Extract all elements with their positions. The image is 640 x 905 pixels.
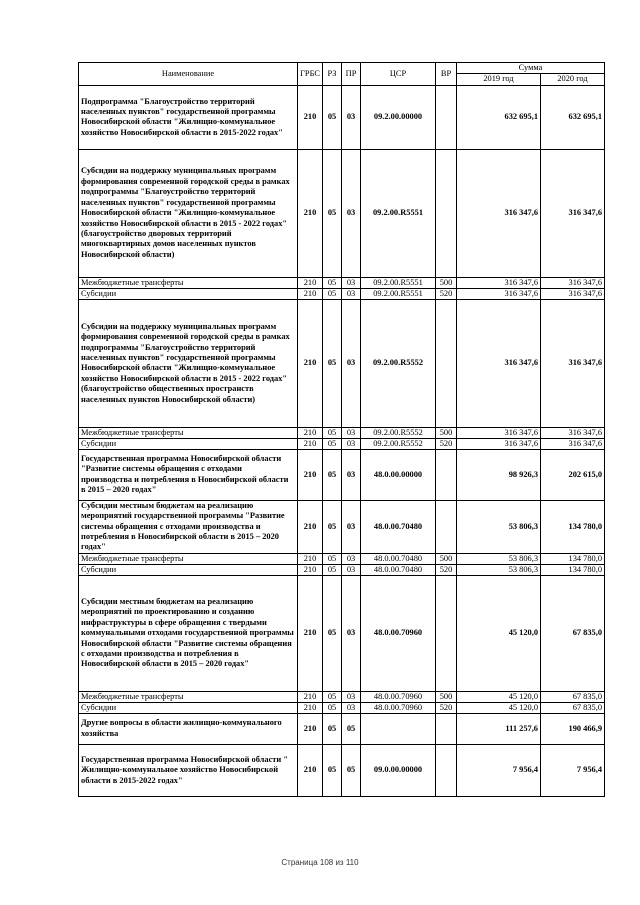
table-row <box>79 449 605 500</box>
row-rz: 05 <box>323 702 342 713</box>
row-name: Субсидии <box>79 564 298 575</box>
row-sum-2020: 134 780,0 <box>541 564 605 575</box>
header-rz: РЗ <box>323 63 342 86</box>
row-grbs: 210 <box>298 575 323 691</box>
row-rz: 05 <box>323 288 342 299</box>
row-grbs: 210 <box>298 713 323 744</box>
header-sum: Сумма <box>457 63 605 74</box>
row-vr <box>436 85 457 149</box>
row-rz: 05 <box>323 299 342 427</box>
row-name: Субсидии на поддержку муниципальных программ формирования современной городской среды в рамках подпрограммы "Благоустройство территорий населенных пунктов" государственной программы Новосибирской области "Жилищно-коммунальное хозяйство Новосибирской области в 2015 - 2022 годах" (благоустройство дворовых территорий многоквартирных домов населенных пунктов Новосибирской области) <box>79 149 298 277</box>
table-row <box>79 299 605 427</box>
row-sum-2019: 316 347,6 <box>457 427 541 438</box>
row-sum-2019: 45 120,0 <box>457 575 541 691</box>
row-sum-2019: 316 347,6 <box>457 149 541 277</box>
header-2020: 2020 год <box>541 74 605 85</box>
row-vr <box>436 713 457 744</box>
row-vr <box>436 500 457 553</box>
table-row <box>79 288 605 299</box>
row-rz: 05 <box>323 713 342 744</box>
page-footer: Страница 108 из 110 <box>281 858 359 867</box>
row-grbs: 210 <box>298 288 323 299</box>
row-pr: 03 <box>342 575 361 691</box>
row-sum-2020: 316 347,6 <box>541 149 605 277</box>
row-sum-2019: 316 347,6 <box>457 438 541 449</box>
row-grbs: 210 <box>298 744 323 796</box>
row-grbs: 210 <box>298 149 323 277</box>
row-pr: 03 <box>342 500 361 553</box>
row-vr: 520 <box>436 702 457 713</box>
header-csr: ЦСР <box>361 63 436 86</box>
row-sum-2019: 53 806,3 <box>457 500 541 553</box>
row-csr: 09.2.00.R5552 <box>361 299 436 427</box>
row-rz: 05 <box>323 438 342 449</box>
row-name: Межбюджетные трансферты <box>79 277 298 288</box>
row-rz: 05 <box>323 564 342 575</box>
row-vr: 500 <box>436 427 457 438</box>
row-name: Другие вопросы в области жилищно-коммунального хозяйства <box>79 713 298 744</box>
row-csr: 48.0.00.70960 <box>361 691 436 702</box>
row-vr <box>436 744 457 796</box>
row-sum-2020: 316 347,6 <box>541 438 605 449</box>
row-sum-2019: 316 347,6 <box>457 277 541 288</box>
table-row <box>79 85 605 149</box>
row-sum-2019: 316 347,6 <box>457 299 541 427</box>
row-sum-2020: 134 780,0 <box>541 500 605 553</box>
row-grbs: 210 <box>298 299 323 427</box>
row-sum-2020: 67 835,0 <box>541 575 605 691</box>
row-sum-2019: 45 120,0 <box>457 702 541 713</box>
row-csr: 48.0.00.70480 <box>361 553 436 564</box>
header-pr: ПР <box>342 63 361 86</box>
row-csr: 48.0.00.70960 <box>361 575 436 691</box>
row-pr: 03 <box>342 427 361 438</box>
row-grbs: 210 <box>298 438 323 449</box>
table-row <box>79 438 605 449</box>
row-vr: 520 <box>436 288 457 299</box>
row-vr: 500 <box>436 277 457 288</box>
header-2019: 2019 год <box>457 74 541 85</box>
table-row <box>79 575 605 691</box>
row-vr: 500 <box>436 553 457 564</box>
row-rz: 05 <box>323 500 342 553</box>
header-name: Наименование <box>79 63 298 86</box>
row-csr: 09.2.00.R5552 <box>361 427 436 438</box>
row-sum-2019: 45 120,0 <box>457 691 541 702</box>
row-sum-2020: 67 835,0 <box>541 702 605 713</box>
budget-table <box>78 62 605 797</box>
row-pr: 03 <box>342 85 361 149</box>
row-pr: 03 <box>342 299 361 427</box>
table-row <box>79 277 605 288</box>
table-row <box>79 149 605 277</box>
row-sum-2020: 7 956,4 <box>541 744 605 796</box>
row-csr: 48.0.00.70480 <box>361 564 436 575</box>
table-row <box>79 427 605 438</box>
row-grbs: 210 <box>298 702 323 713</box>
row-sum-2020: 316 347,6 <box>541 427 605 438</box>
row-csr <box>361 713 436 744</box>
header-grbs: ГРБС <box>298 63 323 86</box>
row-vr: 520 <box>436 564 457 575</box>
row-sum-2020: 316 347,6 <box>541 288 605 299</box>
table-row <box>79 744 605 796</box>
row-rz: 05 <box>323 277 342 288</box>
row-csr: 09.0.00.00000 <box>361 744 436 796</box>
row-sum-2020: 316 347,6 <box>541 277 605 288</box>
row-sum-2020: 67 835,0 <box>541 691 605 702</box>
row-grbs: 210 <box>298 427 323 438</box>
row-vr <box>436 149 457 277</box>
row-pr: 05 <box>342 713 361 744</box>
row-name: Межбюджетные трансферты <box>79 553 298 564</box>
row-csr: 09.2.00.00000 <box>361 85 436 149</box>
table-body <box>79 85 605 796</box>
row-pr: 03 <box>342 702 361 713</box>
row-grbs: 210 <box>298 449 323 500</box>
row-rz: 05 <box>323 449 342 500</box>
row-csr: 09.2.00.R5551 <box>361 149 436 277</box>
row-grbs: 210 <box>298 500 323 553</box>
row-name: Субсидии <box>79 438 298 449</box>
row-pr: 03 <box>342 149 361 277</box>
row-rz: 05 <box>323 427 342 438</box>
row-csr: 09.2.00.R5551 <box>361 277 436 288</box>
row-name: Подпрограмма "Благоустройство территорий населенных пунктов" государственной программы Новосибирской области "Жилищно-коммунальное хозяйство Новосибирской области в 2015-2022 годах" <box>79 85 298 149</box>
row-vr <box>436 449 457 500</box>
row-sum-2019: 7 956,4 <box>457 744 541 796</box>
row-sum-2019: 111 257,6 <box>457 713 541 744</box>
row-vr: 500 <box>436 691 457 702</box>
row-csr: 09.2.00.R5551 <box>361 288 436 299</box>
row-pr: 03 <box>342 438 361 449</box>
row-name: Межбюджетные трансферты <box>79 427 298 438</box>
table-row <box>79 713 605 744</box>
row-csr: 09.2.00.R5552 <box>361 438 436 449</box>
row-sum-2020: 632 695,1 <box>541 85 605 149</box>
row-sum-2019: 98 926,3 <box>457 449 541 500</box>
row-vr <box>436 299 457 427</box>
row-sum-2020: 316 347,6 <box>541 299 605 427</box>
table-row <box>79 564 605 575</box>
row-name: Субсидии местным бюджетам на реализацию мероприятий по проектированию и созданию инфраструктуры в сфере обращения с твердыми коммунальными отходами государственной программы Новосибирской области "Развитие системы обращения с отходами производства и потребления в Новосибирской области в 2015 – 2020 годах" <box>79 575 298 691</box>
row-grbs: 210 <box>298 277 323 288</box>
row-pr: 03 <box>342 449 361 500</box>
row-name: Межбюджетные трансферты <box>79 691 298 702</box>
row-pr: 05 <box>342 744 361 796</box>
table-row <box>79 702 605 713</box>
row-name: Субсидии местным бюджетам на реализацию мероприятий государственной программы "Развитие системы обращения с отходами производства и потребления в Новосибирской области в 2015 – 2020 годах" <box>79 500 298 553</box>
row-rz: 05 <box>323 575 342 691</box>
row-pr: 03 <box>342 553 361 564</box>
row-pr: 03 <box>342 564 361 575</box>
row-sum-2020: 190 466,9 <box>541 713 605 744</box>
row-sum-2019: 632 695,1 <box>457 85 541 149</box>
row-vr <box>436 575 457 691</box>
row-name: Субсидии <box>79 288 298 299</box>
row-pr: 03 <box>342 288 361 299</box>
row-name: Субсидии на поддержку муниципальных программ формирования современной городской среды в рамках подпрограммы "Благоустройство территорий населенных пунктов" государственной программы Новосибирской области "Жилищно-коммунальное хозяйство Новосибирской области в 2015 - 2022 годах" (благоустройство общественных пространств населенных пунктов Новосибирской области) <box>79 299 298 427</box>
row-rz: 05 <box>323 691 342 702</box>
table-row <box>79 553 605 564</box>
row-sum-2020: 202 615,0 <box>541 449 605 500</box>
row-csr: 48.0.00.00000 <box>361 449 436 500</box>
row-sum-2020: 134 780,0 <box>541 553 605 564</box>
row-name: Государственная программа Новосибирской области " Жилищно-коммунальное хозяйство Новосибирской области в 2015-2022 годах" <box>79 744 298 796</box>
row-rz: 05 <box>323 553 342 564</box>
row-sum-2019: 53 806,3 <box>457 553 541 564</box>
row-name: Субсидии <box>79 702 298 713</box>
row-sum-2019: 316 347,6 <box>457 288 541 299</box>
row-rz: 05 <box>323 149 342 277</box>
row-pr: 03 <box>342 277 361 288</box>
table-row <box>79 691 605 702</box>
table-row <box>79 500 605 553</box>
row-csr: 48.0.00.70480 <box>361 500 436 553</box>
row-grbs: 210 <box>298 691 323 702</box>
row-pr: 03 <box>342 691 361 702</box>
row-vr: 520 <box>436 438 457 449</box>
row-rz: 05 <box>323 85 342 149</box>
row-csr: 48.0.00.70960 <box>361 702 436 713</box>
row-sum-2019: 53 806,3 <box>457 564 541 575</box>
row-grbs: 210 <box>298 553 323 564</box>
header-vr: ВР <box>436 63 457 86</box>
row-grbs: 210 <box>298 564 323 575</box>
row-rz: 05 <box>323 744 342 796</box>
row-name: Государственная программа Новосибирской области "Развитие системы обращения с отходами производства и потребления в Новосибирской области в 2015 – 2020 годах" <box>79 449 298 500</box>
row-grbs: 210 <box>298 85 323 149</box>
